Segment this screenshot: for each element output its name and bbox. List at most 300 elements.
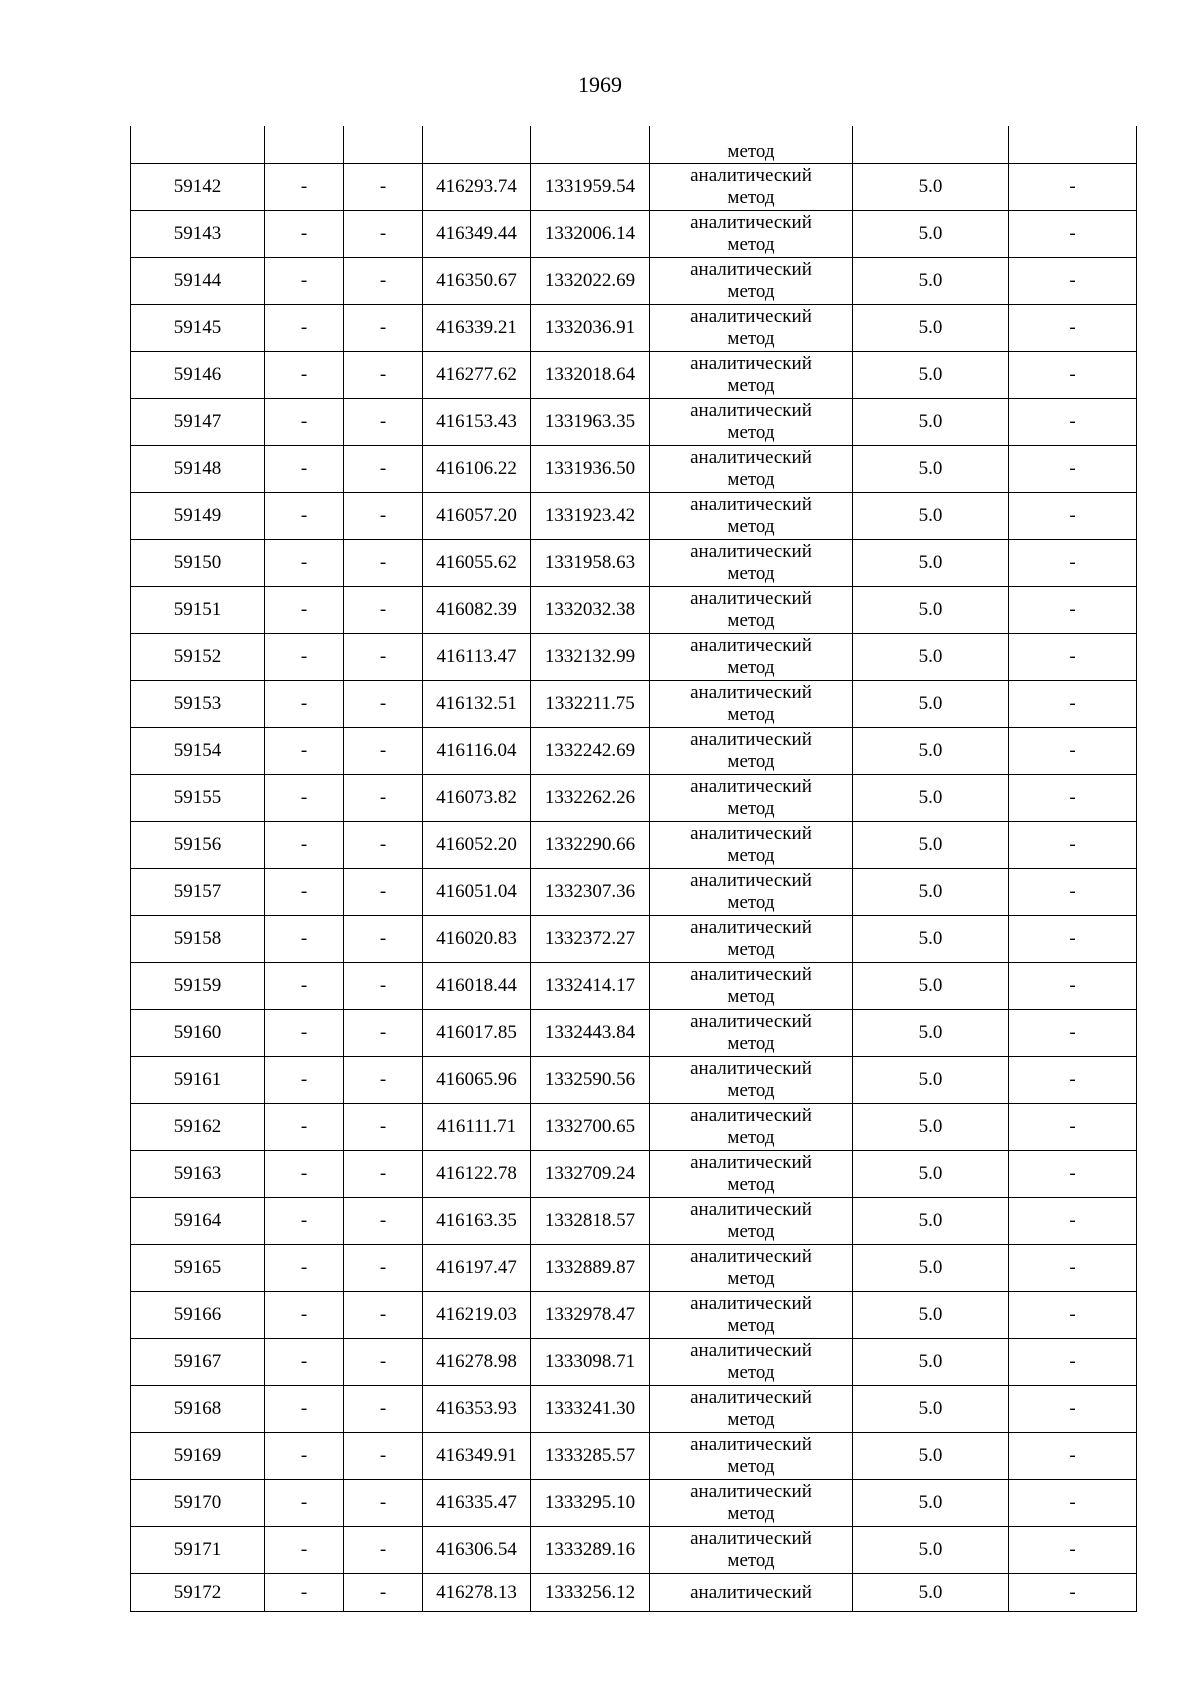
y-coordinate-cell: 1332414.17 (531, 963, 650, 1010)
dash-cell: - (1009, 869, 1137, 916)
dash-cell: - (265, 399, 344, 446)
y-coordinate-cell: 1332022.69 (531, 258, 650, 305)
x-coordinate-cell: 416065.96 (423, 1057, 531, 1104)
method-line: метод (727, 187, 775, 208)
table-row (131, 1104, 1137, 1151)
dash-cell: - (265, 1527, 344, 1574)
dash-cell: - (344, 681, 423, 728)
accuracy-cell: 5.0 (853, 305, 1009, 352)
dash-cell: - (1009, 446, 1137, 493)
y-coordinate-cell: 1333256.12 (531, 1574, 650, 1612)
method-line: метод (727, 657, 775, 678)
method-line: аналитический (690, 1199, 812, 1220)
table-row (131, 352, 1137, 399)
table-cell (423, 126, 531, 164)
accuracy-cell: 5.0 (853, 728, 1009, 775)
dash-cell: - (344, 540, 423, 587)
dash-cell: - (265, 869, 344, 916)
dash-cell: - (1009, 1480, 1137, 1527)
y-coordinate-cell: 1332036.91 (531, 305, 650, 352)
method-cell (650, 1386, 853, 1433)
point-number-cell: 59143 (131, 211, 265, 258)
y-coordinate-cell: 1332700.65 (531, 1104, 650, 1151)
table-row (131, 869, 1137, 916)
dash-cell: - (344, 1527, 423, 1574)
dash-cell: - (1009, 681, 1137, 728)
x-coordinate-cell: 416073.82 (423, 775, 531, 822)
x-coordinate-cell: 416122.78 (423, 1151, 531, 1198)
accuracy-cell: 5.0 (853, 822, 1009, 869)
method-line: аналитический (690, 1105, 812, 1126)
method-cell (650, 1151, 853, 1198)
dash-cell: - (344, 1245, 423, 1292)
dash-cell: - (265, 587, 344, 634)
dash-cell: - (344, 916, 423, 963)
dash-cell: - (1009, 1527, 1137, 1574)
dash-cell: - (265, 681, 344, 728)
table-row (131, 1245, 1137, 1292)
table-row (131, 634, 1137, 681)
point-number-cell: 59165 (131, 1245, 265, 1292)
method-line: метод (727, 751, 775, 772)
dash-cell: - (1009, 258, 1137, 305)
point-number-cell: 59151 (131, 587, 265, 634)
point-number-cell: 59154 (131, 728, 265, 775)
dash-cell: - (265, 963, 344, 1010)
page-number: 1969 (578, 72, 622, 97)
dash-cell: - (344, 1386, 423, 1433)
dash-cell: - (1009, 1198, 1137, 1245)
table-row (131, 399, 1137, 446)
method-line: метод (727, 1033, 775, 1054)
method-line: аналитический (690, 1481, 812, 1502)
method-cell (650, 305, 853, 352)
dash-cell: - (1009, 822, 1137, 869)
method-line: аналитический (690, 729, 812, 750)
x-coordinate-cell: 416277.62 (423, 352, 531, 399)
method-cell (650, 1057, 853, 1104)
table-row (131, 822, 1137, 869)
method-line: аналитический (690, 447, 812, 468)
method-line: аналитический (690, 1434, 812, 1455)
x-coordinate-cell: 416113.47 (423, 634, 531, 681)
y-coordinate-cell: 1331958.63 (531, 540, 650, 587)
accuracy-cell: 5.0 (853, 493, 1009, 540)
method-line: аналитический (690, 212, 812, 233)
dash-cell: - (344, 1433, 423, 1480)
table-cell (265, 126, 344, 164)
method-line: аналитический (690, 870, 812, 891)
dash-cell: - (265, 1339, 344, 1386)
dash-cell: - (344, 587, 423, 634)
y-coordinate-cell: 1331923.42 (531, 493, 650, 540)
y-coordinate-cell: 1333098.71 (531, 1339, 650, 1386)
point-number-cell: 59148 (131, 446, 265, 493)
dash-cell: - (1009, 1010, 1137, 1057)
point-number-cell: 59156 (131, 822, 265, 869)
x-coordinate-cell: 416153.43 (423, 399, 531, 446)
table-row (131, 446, 1137, 493)
x-coordinate-cell: 416335.47 (423, 1480, 531, 1527)
table-row (131, 587, 1137, 634)
accuracy-cell: 5.0 (853, 587, 1009, 634)
dash-cell: - (344, 1057, 423, 1104)
table-cell (531, 126, 650, 164)
x-coordinate-cell: 416349.44 (423, 211, 531, 258)
method-line: аналитический (690, 1152, 812, 1173)
method-line: аналитический (690, 1340, 812, 1361)
method-line: метод (727, 281, 775, 302)
dash-cell: - (1009, 1104, 1137, 1151)
method-line: метод (727, 469, 775, 490)
dash-cell: - (344, 963, 423, 1010)
method-line: аналитический (690, 964, 812, 985)
point-number-cell: 59155 (131, 775, 265, 822)
dash-cell: - (1009, 587, 1137, 634)
dash-cell: - (265, 1245, 344, 1292)
method-line: метод (727, 563, 775, 584)
dash-cell: - (1009, 1339, 1137, 1386)
dash-cell: - (1009, 211, 1137, 258)
method-cell (650, 869, 853, 916)
accuracy-cell: 5.0 (853, 1151, 1009, 1198)
method-line: метод (727, 1315, 775, 1336)
accuracy-cell: 5.0 (853, 1480, 1009, 1527)
method-line: метод (727, 845, 775, 866)
method-cell (650, 681, 853, 728)
dash-cell: - (344, 869, 423, 916)
point-number-cell: 59142 (131, 164, 265, 211)
dash-cell: - (344, 775, 423, 822)
x-coordinate-cell: 416055.62 (423, 540, 531, 587)
x-coordinate-cell: 416111.71 (423, 1104, 531, 1151)
dash-cell: - (1009, 1245, 1137, 1292)
dash-cell: - (265, 1057, 344, 1104)
dash-cell: - (1009, 1151, 1137, 1198)
point-number-cell: 59171 (131, 1527, 265, 1574)
y-coordinate-cell: 1331936.50 (531, 446, 650, 493)
x-coordinate-cell: 416163.35 (423, 1198, 531, 1245)
continuation-row (131, 126, 1137, 164)
dash-cell: - (1009, 1057, 1137, 1104)
dash-cell: - (265, 775, 344, 822)
dash-cell: - (1009, 164, 1137, 211)
accuracy-cell: 5.0 (853, 399, 1009, 446)
dash-cell: - (265, 305, 344, 352)
accuracy-cell: 5.0 (853, 1574, 1009, 1612)
dash-cell: - (265, 164, 344, 211)
method-line: метод (727, 610, 775, 631)
table-cell (344, 126, 423, 164)
method-line: метод (727, 892, 775, 913)
dash-cell: - (1009, 399, 1137, 446)
point-number-cell: 59169 (131, 1433, 265, 1480)
x-coordinate-cell: 416197.47 (423, 1245, 531, 1292)
method-line: метод (727, 422, 775, 443)
dash-cell: - (1009, 634, 1137, 681)
dash-cell: - (1009, 305, 1137, 352)
dash-cell: - (344, 305, 423, 352)
method-line: аналитический (690, 588, 812, 609)
dash-cell: - (344, 446, 423, 493)
dash-cell: - (1009, 1574, 1137, 1612)
point-number-cell: 59153 (131, 681, 265, 728)
x-coordinate-cell: 416293.74 (423, 164, 531, 211)
y-coordinate-cell: 1333289.16 (531, 1527, 650, 1574)
x-coordinate-cell: 416132.51 (423, 681, 531, 728)
x-coordinate-cell: 416052.20 (423, 822, 531, 869)
dash-cell: - (344, 211, 423, 258)
point-number-cell: 59145 (131, 305, 265, 352)
dash-cell: - (344, 1198, 423, 1245)
method-cell (650, 446, 853, 493)
point-number-cell: 59144 (131, 258, 265, 305)
point-number-cell: 59158 (131, 916, 265, 963)
method-line: аналитический (690, 353, 812, 374)
x-coordinate-cell: 416306.54 (423, 1527, 531, 1574)
table-row (131, 728, 1137, 775)
method-line: аналитический (690, 1581, 812, 1603)
y-coordinate-cell: 1332590.56 (531, 1057, 650, 1104)
y-coordinate-cell: 1332443.84 (531, 1010, 650, 1057)
method-line: метод (727, 234, 775, 255)
x-coordinate-cell: 416353.93 (423, 1386, 531, 1433)
dash-cell: - (344, 1104, 423, 1151)
dash-cell: - (344, 164, 423, 211)
point-number-cell: 59170 (131, 1480, 265, 1527)
y-coordinate-cell: 1332709.24 (531, 1151, 650, 1198)
x-coordinate-cell: 416278.13 (423, 1574, 531, 1612)
accuracy-cell: 5.0 (853, 1292, 1009, 1339)
y-coordinate-cell: 1332307.36 (531, 869, 650, 916)
x-coordinate-cell: 416082.39 (423, 587, 531, 634)
method-line: метод (727, 1174, 775, 1195)
point-number-cell: 59152 (131, 634, 265, 681)
method-line: аналитический (690, 1246, 812, 1267)
table-row (131, 305, 1137, 352)
method-line: аналитический (690, 917, 812, 938)
point-number-cell: 59164 (131, 1198, 265, 1245)
dash-cell: - (1009, 352, 1137, 399)
dash-cell: - (265, 728, 344, 775)
method-cell (650, 493, 853, 540)
table-row (131, 540, 1137, 587)
y-coordinate-cell: 1333285.57 (531, 1433, 650, 1480)
method-line: метод (727, 375, 775, 396)
point-number-cell: 59172 (131, 1574, 265, 1612)
x-coordinate-cell: 416106.22 (423, 446, 531, 493)
x-coordinate-cell: 416051.04 (423, 869, 531, 916)
method-cell (650, 822, 853, 869)
method-line: метод (727, 704, 775, 725)
coordinates-table (130, 126, 1137, 1612)
x-coordinate-cell: 416219.03 (423, 1292, 531, 1339)
accuracy-cell: 5.0 (853, 634, 1009, 681)
dash-cell: - (265, 1151, 344, 1198)
method-cell (650, 211, 853, 258)
table-row (131, 211, 1137, 258)
dash-cell: - (1009, 916, 1137, 963)
method-cell (650, 728, 853, 775)
table-row (131, 493, 1137, 540)
method-cell (650, 164, 853, 211)
dash-cell: - (265, 1292, 344, 1339)
method-line: метод (727, 1362, 775, 1383)
accuracy-cell: 5.0 (853, 775, 1009, 822)
method-cell (650, 1339, 853, 1386)
y-coordinate-cell: 1332889.87 (531, 1245, 650, 1292)
method-cell (650, 1480, 853, 1527)
table-row (131, 1386, 1137, 1433)
method-cell (650, 1010, 853, 1057)
method-line: аналитический (690, 494, 812, 515)
dash-cell: - (344, 1151, 423, 1198)
y-coordinate-cell: 1332006.14 (531, 211, 650, 258)
method-line: метод (727, 516, 775, 537)
dash-cell: - (265, 258, 344, 305)
accuracy-cell: 5.0 (853, 1339, 1009, 1386)
method-line: аналитический (690, 306, 812, 327)
x-coordinate-cell: 416020.83 (423, 916, 531, 963)
method-line: аналитический (690, 1528, 812, 1549)
method-line: аналитический (690, 635, 812, 656)
table-row (131, 164, 1137, 211)
method-cell (650, 258, 853, 305)
table-row (131, 1339, 1137, 1386)
accuracy-cell: 5.0 (853, 1104, 1009, 1151)
method-cell (650, 352, 853, 399)
accuracy-cell: 5.0 (853, 1198, 1009, 1245)
table-cell (853, 126, 1009, 164)
accuracy-cell: 5.0 (853, 1527, 1009, 1574)
accuracy-cell: 5.0 (853, 1433, 1009, 1480)
dash-cell: - (265, 1386, 344, 1433)
point-number-cell: 59150 (131, 540, 265, 587)
dash-cell: - (344, 258, 423, 305)
y-coordinate-cell: 1332132.99 (531, 634, 650, 681)
y-coordinate-cell: 1333295.10 (531, 1480, 650, 1527)
dash-cell: - (1009, 775, 1137, 822)
method-cell (650, 963, 853, 1010)
table-row (131, 1433, 1137, 1480)
method-cell (650, 1292, 853, 1339)
dash-cell: - (265, 493, 344, 540)
dash-cell: - (344, 634, 423, 681)
dash-cell: - (344, 1480, 423, 1527)
method-line: аналитический (690, 1058, 812, 1079)
x-coordinate-cell: 416116.04 (423, 728, 531, 775)
table-row (131, 916, 1137, 963)
y-coordinate-cell: 1332290.66 (531, 822, 650, 869)
x-coordinate-cell: 416339.21 (423, 305, 531, 352)
x-coordinate-cell: 416017.85 (423, 1010, 531, 1057)
accuracy-cell: 5.0 (853, 164, 1009, 211)
accuracy-cell: 5.0 (853, 963, 1009, 1010)
accuracy-cell: 5.0 (853, 446, 1009, 493)
method-cell (650, 1527, 853, 1574)
x-coordinate-cell: 416349.91 (423, 1433, 531, 1480)
method-cell (650, 1574, 853, 1612)
dash-cell: - (1009, 1433, 1137, 1480)
method-line: аналитический (690, 682, 812, 703)
dash-cell: - (344, 728, 423, 775)
y-coordinate-cell: 1332262.26 (531, 775, 650, 822)
table-row (131, 258, 1137, 305)
dash-cell: - (265, 446, 344, 493)
method-cell (650, 1245, 853, 1292)
dash-cell: - (344, 399, 423, 446)
point-number-cell: 59157 (131, 869, 265, 916)
accuracy-cell: 5.0 (853, 1057, 1009, 1104)
accuracy-cell: 5.0 (853, 258, 1009, 305)
table-row (131, 1527, 1137, 1574)
accuracy-cell: 5.0 (853, 540, 1009, 587)
y-coordinate-cell: 1332372.27 (531, 916, 650, 963)
table-row (131, 963, 1137, 1010)
dash-cell: - (344, 493, 423, 540)
dash-cell: - (344, 352, 423, 399)
method-line: аналитический (690, 823, 812, 844)
dash-cell: - (265, 352, 344, 399)
y-coordinate-cell: 1332978.47 (531, 1292, 650, 1339)
method-cell (650, 540, 853, 587)
y-coordinate-cell: 1332018.64 (531, 352, 650, 399)
point-number-cell: 59159 (131, 963, 265, 1010)
dash-cell: - (1009, 540, 1137, 587)
table-cell (1009, 126, 1137, 164)
dash-cell: - (344, 1292, 423, 1339)
point-number-cell: 59160 (131, 1010, 265, 1057)
method-cell (650, 775, 853, 822)
table-row (131, 1198, 1137, 1245)
dash-cell: - (344, 1574, 423, 1612)
method-line: аналитический (690, 1293, 812, 1314)
dash-cell: - (344, 822, 423, 869)
method-line: метод (727, 1550, 775, 1571)
point-number-cell: 59162 (131, 1104, 265, 1151)
point-number-cell: 59161 (131, 1057, 265, 1104)
x-coordinate-cell: 416278.98 (423, 1339, 531, 1386)
method-cell (650, 634, 853, 681)
table-row (131, 1292, 1137, 1339)
y-coordinate-cell: 1332242.69 (531, 728, 650, 775)
y-coordinate-cell: 1332818.57 (531, 1198, 650, 1245)
y-coordinate-cell: 1332211.75 (531, 681, 650, 728)
point-number-cell: 59167 (131, 1339, 265, 1386)
dash-cell: - (265, 916, 344, 963)
table-row (131, 775, 1137, 822)
x-coordinate-cell: 416057.20 (423, 493, 531, 540)
method-line: аналитический (690, 541, 812, 562)
method-cell (650, 399, 853, 446)
method-line: метод (727, 1456, 775, 1477)
accuracy-cell: 5.0 (853, 916, 1009, 963)
method-line: метод (727, 1127, 775, 1148)
accuracy-cell: 5.0 (853, 352, 1009, 399)
y-coordinate-cell: 1331963.35 (531, 399, 650, 446)
method-line: метод (727, 1503, 775, 1524)
dash-cell: - (265, 1574, 344, 1612)
dash-cell: - (1009, 1386, 1137, 1433)
method-line: метод (727, 1268, 775, 1289)
method-line: метод (727, 939, 775, 960)
table-row (131, 681, 1137, 728)
point-number-cell: 59146 (131, 352, 265, 399)
method-line: аналитический (690, 1011, 812, 1032)
method-line: аналитический (690, 165, 812, 186)
table-row (131, 1151, 1137, 1198)
method-cell (650, 587, 853, 634)
